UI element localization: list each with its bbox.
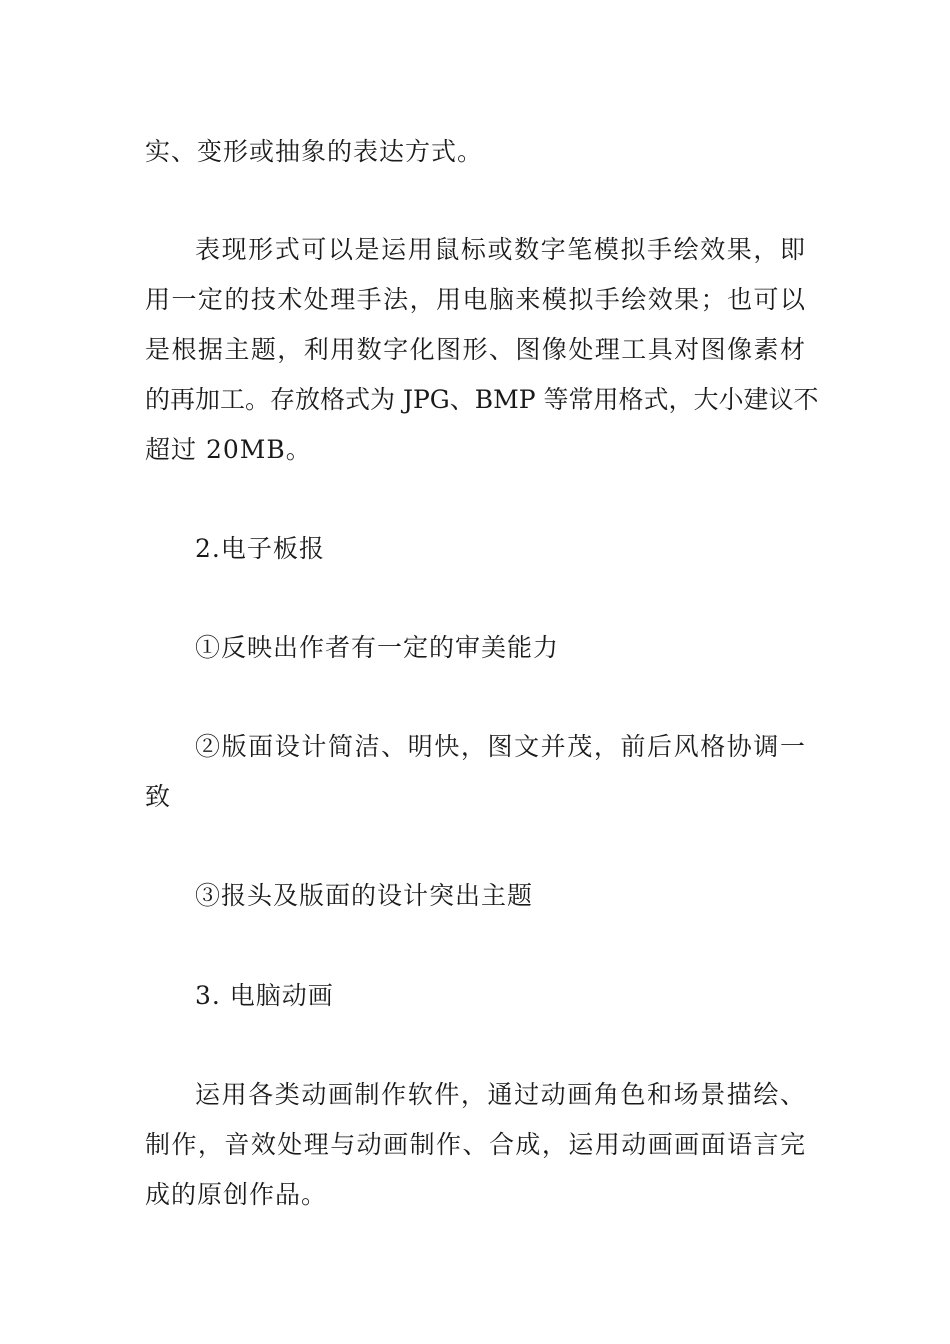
section-3-paragraph-line-1: 运用各类动画制作软件，通过动画角色和场景描绘、 xyxy=(195,1080,805,1109)
section-2-item-2-line-2: 致 xyxy=(145,782,172,811)
section-2-heading: 2.电子板报 xyxy=(195,534,325,563)
section-3-heading: 3. 电脑动画 xyxy=(195,981,334,1010)
section-2-item-3: ③报头及版面的设计突出主题 xyxy=(195,881,534,910)
section-3-paragraph-line-2: 制作，音效处理与动画制作、合成，运用动画画面语言完 xyxy=(145,1130,805,1159)
section-2-item-1: ①反映出作者有一定的审美能力 xyxy=(195,633,560,662)
section-3-paragraph-line-3: 成的原创作品。 xyxy=(145,1180,328,1209)
section-2-item-2-line-1: ②版面设计简洁、明快，图文并茂，前后风格协调一 xyxy=(195,732,805,761)
expression-paragraph-line-5: 超过 20MB。 xyxy=(145,435,312,464)
expression-paragraph-line-1: 表现形式可以是运用鼠标或数字笔模拟手绘效果，即 xyxy=(195,235,805,264)
expression-paragraph-line-2: 用一定的技术处理手法，用电脑来模拟手绘效果；也可以 xyxy=(145,285,805,314)
expression-paragraph-line-4: 的再加工。存放格式为 JPG、BMP 等常用格式，大小建议不 xyxy=(145,385,819,414)
intro-tail-line-1: 实、变形或抽象的表达方式。 xyxy=(145,137,484,166)
expression-paragraph-line-3: 是根据主题，利用数字化图形、图像处理工具对图像素材 xyxy=(145,335,805,364)
